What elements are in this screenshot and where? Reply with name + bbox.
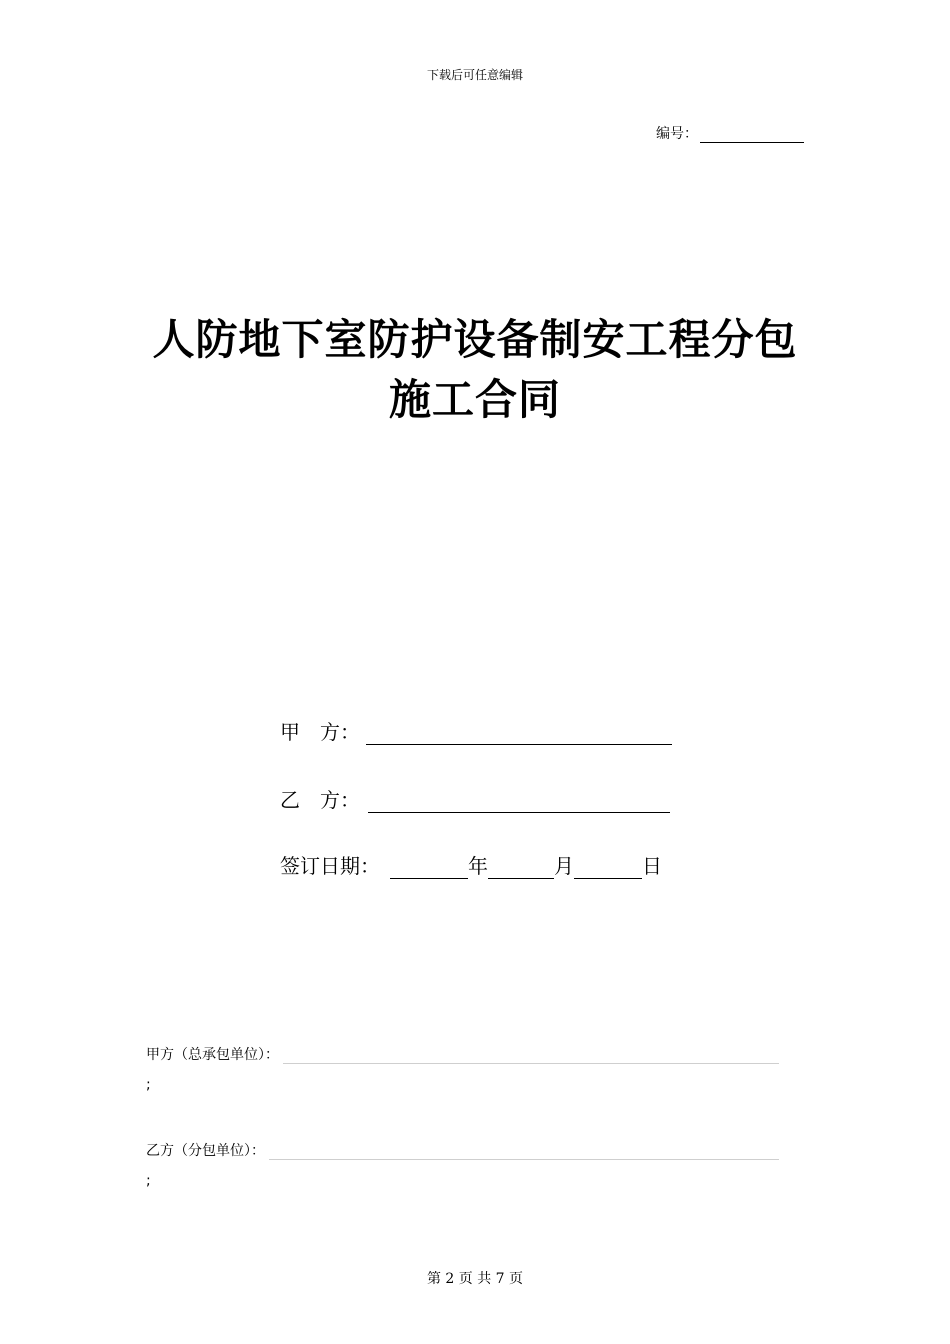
- cover-party-b-label: 乙 方：: [280, 788, 360, 812]
- detail-party-b-blank[interactable]: [269, 1145, 779, 1160]
- document-title: [0, 310, 950, 430]
- detail-party-a-blank[interactable]: [283, 1049, 779, 1064]
- detail-party-b-field: [146, 1140, 779, 1160]
- cover-party-b-field: [280, 784, 670, 813]
- contract-number-field: [656, 123, 804, 143]
- sign-date-field: [280, 850, 662, 879]
- header-note: 下载后可任意编辑: [426, 68, 523, 82]
- title-line-1: 人防地下室防护设备制安工程分包: [152, 315, 798, 364]
- detail-party-a-field: [146, 1044, 779, 1064]
- sign-date-label: 签订日期：: [280, 854, 380, 878]
- cover-party-b-blank[interactable]: [368, 790, 670, 813]
- title-line-2: 施工合同: [388, 375, 561, 424]
- contract-number-blank[interactable]: [700, 126, 804, 143]
- detail-party-a-label: 甲方（总承包单位）：: [146, 1047, 279, 1063]
- sign-day-blank[interactable]: [574, 856, 642, 879]
- contract-number-label: 编号：: [656, 126, 698, 142]
- sign-month-blank[interactable]: [488, 856, 554, 879]
- cover-party-a-label: 甲 方：: [280, 720, 360, 744]
- page-number: 第 2 页 共 7 页: [426, 1271, 524, 1287]
- month-label: 月: [554, 854, 574, 878]
- year-label: 年: [468, 854, 488, 878]
- detail-party-b-label: 乙方（分包单位）：: [146, 1143, 265, 1159]
- detail-party-b-terminator: ;: [146, 1173, 151, 1189]
- sign-year-blank[interactable]: [390, 856, 468, 879]
- cover-party-a-blank[interactable]: [366, 722, 672, 745]
- day-label: 日: [642, 854, 662, 878]
- cover-party-a-field: [280, 716, 672, 745]
- detail-party-a-terminator: ;: [146, 1077, 151, 1093]
